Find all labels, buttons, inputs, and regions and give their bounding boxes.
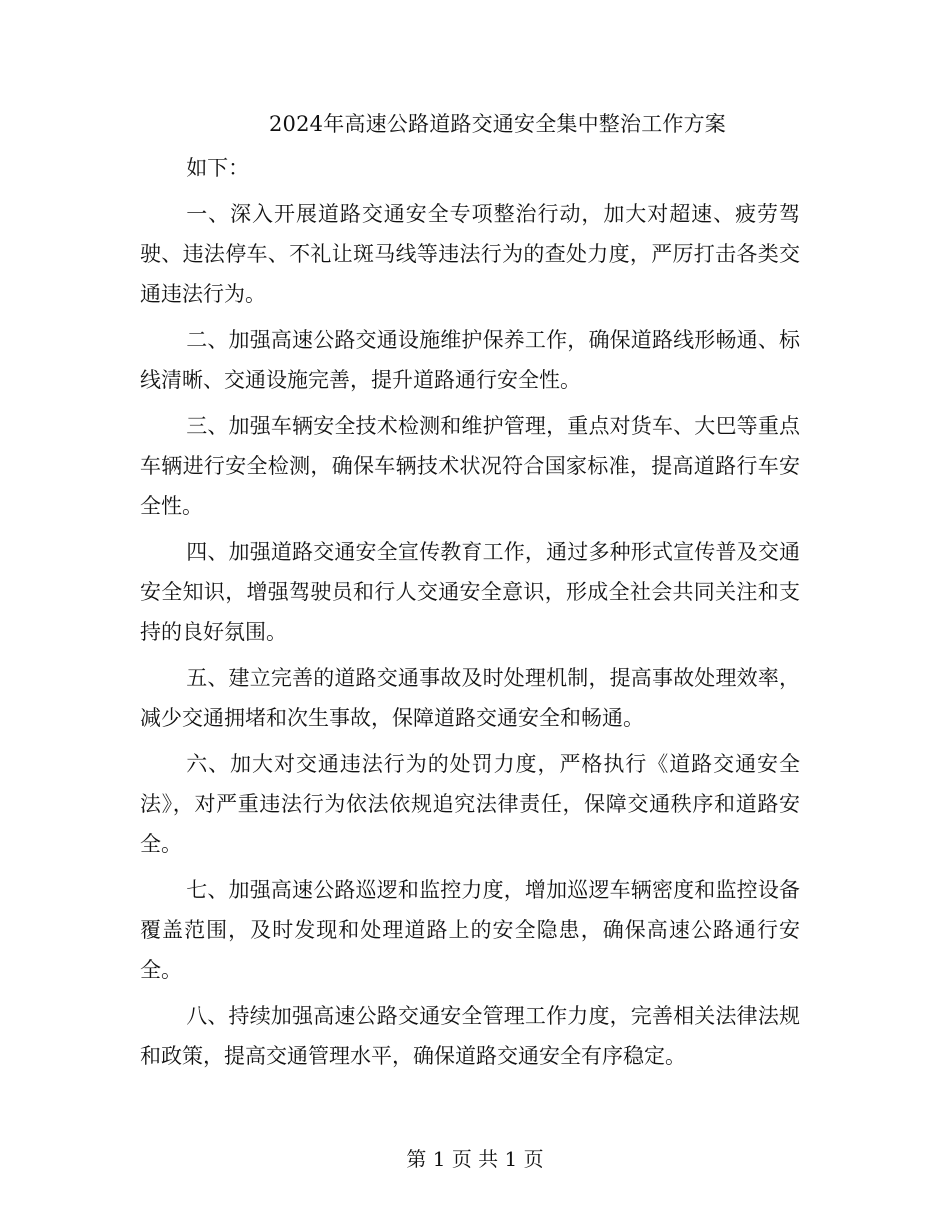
paragraph-5: 五、建立完善的道路交通事故及时处理机制，提高事故处理效率，减少交通拥堵和次生事故，保障道路交通安全和畅通。 [140,666,800,730]
paragraph-3: 三、加强车辆安全技术检测和维护管理，重点对货车、大巴等重点车辆进行安全检测，确保车辆技术状况符合国家标准，提高道路行车安全性。 [140,414,800,518]
paragraph-8: 八、持续加强高速公路交通安全管理工作力度，完善相关法律法规和政策，提高交通管理水平，确保道路交通安全有序稳定。 [140,1004,800,1068]
document-title: 2024年高速公路道路交通安全集中整治工作方案 [268,112,727,136]
page-footer: 第 1 页 共 1 页 [406,1147,544,1171]
paragraph-2: 二、加强高速公路交通设施维护保养工作，确保道路线形畅通、标线清晰、交通设施完善，提升道路通行安全性。 [140,328,800,392]
paragraph-4: 四、加强道路交通安全宣传教育工作，通过多种形式宣传普及交通安全知识，增强驾驶员和行人交通安全意识，形成全社会共同关注和支持的良好氛围。 [140,540,800,644]
paragraph-1: 一、深入开展道路交通安全专项整治行动，加大对超速、疲劳驾驶、违法停车、不礼让斑马线等违法行为的查处力度，严厉打击各类交通违法行为。 [140,202,800,306]
document-body [140,148,800,1076]
intro-paragraph: 如下： [186,156,250,180]
paragraph-6: 六、加大对交通违法行为的处罚力度，严格执行《道路交通安全法》，对严重违法行为依法依规追究法律责任，保障交通秩序和道路安全。 [140,752,800,856]
paragraph-7: 七、加强高速公路巡逻和监控力度，增加巡逻车辆密度和监控设备覆盖范围，及时发现和处理道路上的安全隐患，确保高速公路通行安全。 [140,878,800,982]
